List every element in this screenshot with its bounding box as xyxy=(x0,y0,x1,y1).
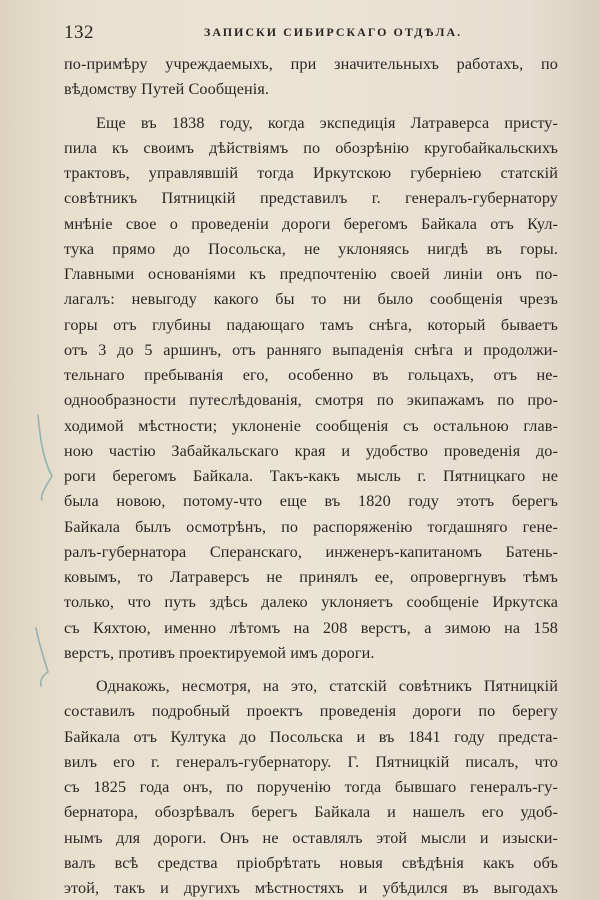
text-line: была новою, потому-что еще въ 1820 году этотъ берегъ xyxy=(64,492,558,511)
text-line: нымъ для дороги. Онъ не оставлялъ этой мысли и изыски- xyxy=(64,828,558,847)
text-line: верстъ, противъ проектируемой имъ дороги. xyxy=(64,643,375,662)
running-head: ЗАПИСКИ СИБИРСКАГО ОТДѢЛА. xyxy=(204,25,463,39)
text-line: валъ всѣ средства пріобрѣтать новыя свѣдѣнія какъ объ xyxy=(64,853,558,872)
text-line: Однакожь, несмотря, на это, статскій совѣтникъ Пятницкій xyxy=(96,677,558,695)
text-line: однообразности путеслѣдованія, смотря по экипажамъ по про- xyxy=(64,391,558,410)
text-line: лагалъ: невыгоду какого бы то ни было сообщенія чрезъ xyxy=(64,290,558,309)
page-header xyxy=(64,22,560,42)
text-line: Байкала былъ осмотрѣнъ, по распоряженію тогдашняго гене- xyxy=(64,517,558,536)
text-line: ною частію Забайкальскаго края и удобство проведенія до- xyxy=(64,441,558,460)
text-line: бернатора, обозрѣвалъ берегъ Байкала и нашелъ его удоб- xyxy=(64,803,558,822)
text-line: тельнаго пребыванія его, особенно въ гольцахъ, отъ не- xyxy=(64,366,558,384)
text-line: съ 1825 года онъ, по порученію тогда бывшаго генералъ-гу- xyxy=(64,778,558,796)
text-line: трактовъ, управлявшій тогда Иркутскою губерніею статскій xyxy=(64,164,558,182)
text-line: тука прямо до Посольска, не уклоняясь нигдѣ въ горы. xyxy=(64,239,558,258)
text-line: Главными основаніями къ предпочтенію своей линіи онъ по- xyxy=(64,265,558,283)
text-line: вилъ его г. генералъ-губернатору. Г. Пятницкій писалъ, что xyxy=(64,752,558,771)
text-line: только, что путь здѣсь далеко уклоняетъ сообщеніе Иркутска xyxy=(64,593,558,612)
page-number: 132 xyxy=(64,22,94,43)
text-line: этой, такъ и другихъ мѣстностяхъ и убѣдился въ выгодахъ xyxy=(64,879,558,897)
text-line: ковымъ, то Латраверсъ не принялъ ее, опровергнувъ тѣмъ xyxy=(64,568,558,586)
body-text xyxy=(64,52,558,900)
text-line: совѣтникъ Пятницкій представилъ г. генералъ-губернатору xyxy=(64,189,558,208)
text-line: съ Кяхтою, именно лѣтомъ на 208 верстъ, а зимою на 158 xyxy=(64,618,558,637)
text-line: составилъ подробный проектъ проведенія дороги по берегу xyxy=(64,702,558,721)
pencil-mark-lower xyxy=(36,628,48,686)
text-line: пила къ своимъ дѣйствіямъ по обозрѣнію кругобайкальскихъ xyxy=(64,138,558,157)
text-line: вѣдомству Путей Сообщенія. xyxy=(64,80,270,99)
text-line: по-примѣру учреждаемыхъ, при значительныхъ работахъ, по xyxy=(64,55,558,73)
text-line: Еще въ 1838 году, когда экспедиція Латраверса присту- xyxy=(96,113,558,132)
text-line: мнѣніе свое о проведеніи дороги берегомъ Байкала отъ Кул- xyxy=(64,214,558,233)
pencil-mark-upper xyxy=(38,415,52,500)
text-line: горы отъ глубины падающаго тамъ снѣга, который бываетъ xyxy=(64,315,558,334)
text-line: ралъ-губернатора Сперанскаго, инженеръ-капитаномъ Батень- xyxy=(64,542,558,561)
text-line: отъ 3 до 5 аршинъ, отъ ранняго выпаденія снѣга и продолжи- xyxy=(64,340,558,359)
text-line: роги берегомъ Байкала. Такъ-какъ мысль г. Пятницкаго не xyxy=(64,467,558,485)
text-line: ходимой мѣстности; уклоненіе сообщенія съ остальною глав- xyxy=(64,416,558,435)
text-line: Байкала отъ Култука до Посольска и въ 1841 году предста- xyxy=(64,727,558,746)
